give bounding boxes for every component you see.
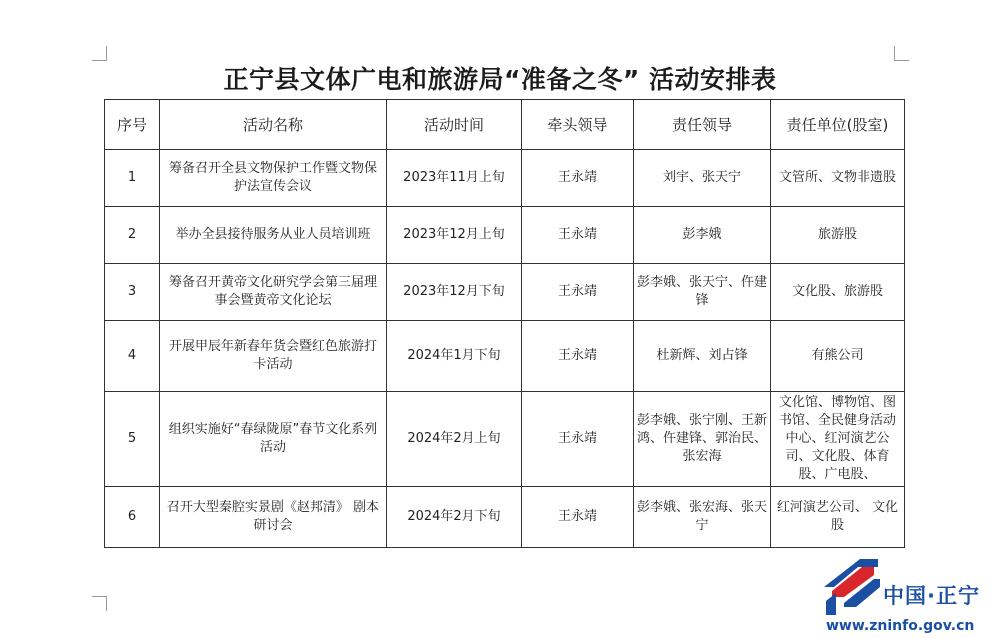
cell-unit: 有熊公司: [771, 321, 905, 392]
cell-no: 4: [105, 321, 160, 392]
table-row: [105, 392, 905, 487]
cell-unit: 旅游股: [771, 207, 905, 264]
header-responsible-unit: 责任单位(股室): [771, 100, 905, 150]
cell-resp: 杜新辉、刘占锋: [634, 321, 771, 392]
cell-time: 2024年2月上旬: [387, 392, 522, 487]
cell-name: 举办全县接待服务从业人员培训班: [160, 207, 387, 264]
cell-time: 2024年1月下旬: [387, 321, 522, 392]
cell-time: 2024年2月下旬: [387, 487, 522, 548]
cell-resp: 刘宇、张天宁: [634, 150, 771, 207]
cell-lead: 王永靖: [522, 321, 634, 392]
header-activity-name: 活动名称: [160, 100, 387, 150]
table-row: [105, 150, 905, 207]
cell-unit: 文管所、文物非遗股: [771, 150, 905, 207]
cell-time: 2023年12月下旬: [387, 264, 522, 321]
cell-lead: 王永靖: [522, 487, 634, 548]
cell-lead: 王永靖: [522, 264, 634, 321]
logo-url: www.zninfo.gov.cn: [826, 618, 975, 634]
logo-title: 中国·正宁: [883, 584, 980, 608]
table-row: [105, 264, 905, 321]
cell-no: 1: [105, 150, 160, 207]
cell-name: 筹备召开全县文物保护工作暨文物保护法宣传会议: [160, 150, 387, 207]
header-no: 序号: [105, 100, 160, 150]
table-row: [105, 321, 905, 392]
cell-resp: 彭李娥、张宁刚、王新鸿、仵建锋、郭治民、张宏海: [634, 392, 771, 487]
table-row: [105, 487, 905, 548]
page-title: 正宁县文体广电和旅游局“准备之冬” 活动安排表: [223, 65, 777, 94]
table-header-row: [105, 100, 905, 150]
header-activity-time: 活动时间: [387, 100, 522, 150]
cell-no: 3: [105, 264, 160, 321]
logo-base-shape: [826, 593, 836, 615]
cell-unit: 红河演艺公司、 文化股: [771, 487, 905, 548]
cell-resp: 彭李娥: [634, 207, 771, 264]
cell-name: 召开大型秦腔实景剧《赵邦清》 剧本研讨会: [160, 487, 387, 548]
cell-name: 开展甲辰年新春年货会暨红色旅游打卡活动: [160, 321, 387, 392]
table-row: [105, 207, 905, 264]
cell-no: 6: [105, 487, 160, 548]
cell-name: 组织实施好“春绿陇原”春节文化系列活动: [160, 392, 387, 487]
cell-time: 2023年11月上旬: [387, 150, 522, 207]
crop-mark-bottom-left: [92, 596, 107, 611]
cell-lead: 王永靖: [522, 207, 634, 264]
cell-time: 2023年12月上旬: [387, 207, 522, 264]
cell-lead: 王永靖: [522, 392, 634, 487]
cell-name: 筹备召开黄帝文化研究学会第三届理事会暨黄帝文化论坛: [160, 264, 387, 321]
cell-resp: 彭李娥、张宏海、张天宁: [634, 487, 771, 548]
schedule-table: [104, 99, 905, 548]
cell-no: 5: [105, 392, 160, 487]
cell-lead: 王永靖: [522, 150, 634, 207]
crop-mark-top-left: [92, 46, 107, 61]
cell-resp: 彭李娥、张天宁、仵建锋: [634, 264, 771, 321]
cell-unit: 文化股、旅游股: [771, 264, 905, 321]
crop-mark-top-right: [894, 46, 909, 61]
header-lead-leader: 牵头领导: [522, 100, 634, 150]
cell-unit: 文化馆、博物馆、图书馆、全民健身活动中心、红河演艺公司、文化股、体育股、广电股、: [771, 392, 905, 487]
cell-no: 2: [105, 207, 160, 264]
header-responsible-leader: 责任领导: [634, 100, 771, 150]
